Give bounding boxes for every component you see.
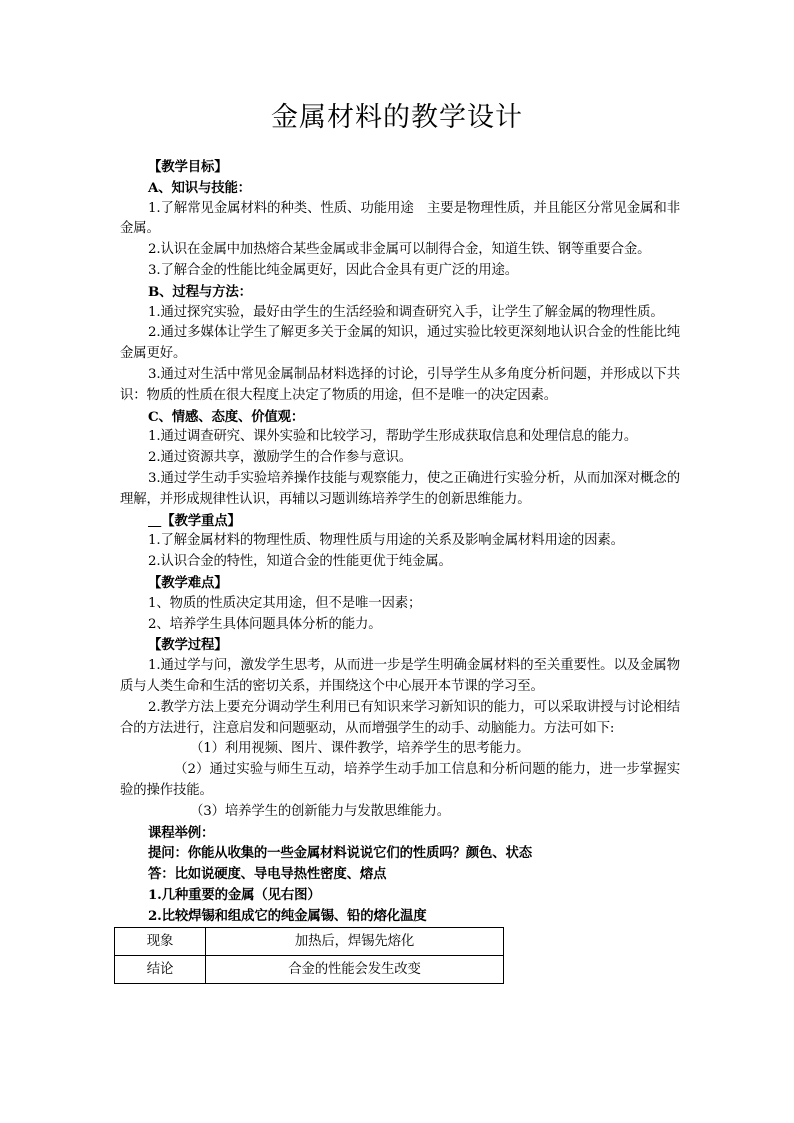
method-item: （2）通过实验与师生互动，培养学生动手加工信息和分析问题的能力，进一步掌握实验的操作技能。 <box>120 762 680 798</box>
row-value: 合金的性能会发生改变 <box>206 956 504 984</box>
paragraph: 1.通过学与问，激发学生思考，从而进一步是学生明确金属材料的至关重要性。以及金属物质与人类生命和生活的密切关系，并围绕这个中心展开本节课的学习至。 <box>120 658 680 694</box>
process-heading: 【教学过程】 <box>148 637 228 654</box>
paragraph: 2.认识合金的特性，知道合金的性能更优于纯金属。 <box>148 554 452 570</box>
paragraph: 1.通过探究实验，最好由学生的生活经验和调查研究入手，让学生了解金属的物理性质。 <box>148 304 664 320</box>
row-label: 现象 <box>115 928 206 956</box>
attitude-values-heading: C、情感、态度、价值观： <box>148 408 305 425</box>
key-points-label: 【教学重点】 <box>161 512 241 529</box>
difficulties-heading: 【教学难点】 <box>148 574 228 591</box>
process-methods-heading: B、过程与方法： <box>148 283 252 300</box>
paragraph: 2、培养学生具体问题具体分析的能力。 <box>148 616 382 632</box>
document-body <box>120 157 680 984</box>
underline-spacer <box>148 513 161 529</box>
paragraph: 1.了解常见金属材料的种类、性质、功能用途 主要是物理性质，并且能区分常见金属和非金属。 <box>120 200 680 237</box>
table-row <box>115 928 504 956</box>
paragraph: 1.通过调查研究、课外实验和比较学习，帮助学生形成获取信息和处理信息的能力。 <box>148 429 638 445</box>
paragraph: 3.通过对生活中常见金属制品材料选择的讨论，引导学生从多角度分析问题，并形成以下共识：物质的性质在很大程度上决定了物质的用途，但不是唯一的决定因素。 <box>120 366 680 403</box>
document-title: 金属材料的教学设计 <box>271 102 523 133</box>
row-label: 结论 <box>115 956 206 984</box>
question-text: 提问：你能从收集的一些金属材料说说它们的性质吗？颜色、状态 <box>148 845 532 862</box>
answer-text: 答：比如说硬度、导电导热性密度、熔点 <box>148 866 387 883</box>
paragraph: 2.教学方法上要充分调动学生利用已有知识来学习新知识的能力，可以采取讲授与讨论相结合的方法进行，注意启发和问题驱动，从而增强学生的动手、动脑能力。方法可如下: <box>120 699 680 736</box>
objectives-heading: 【教学目标】 <box>148 159 228 175</box>
paragraph: 1、物质的性质决定其用途，但不是唯一因素； <box>148 595 422 611</box>
key-points-heading <box>120 511 680 532</box>
method-item: （3）培养学生的创新能力与发散思维能力。 <box>190 803 450 819</box>
example-heading: 课程举例： <box>148 824 215 841</box>
experiment-table <box>114 927 504 984</box>
paragraph: 2.通过多媒体让学生了解更多关于金属的知识，通过实验比较更深刻地认识合金的性能比纯金属更好。 <box>120 325 680 362</box>
item-melting-comparison: 2.比较焊锡和组成它的纯金属锡、铅的熔化温度 <box>148 907 427 924</box>
paragraph: 2.认识在金属中加热熔合某些金属或非金属可以制得合金，知道生铁、钢等重要合金。 <box>148 242 651 258</box>
paragraph: 1.了解金属材料的物理性质、物理性质与用途的关系及影响金属材料用途的因素。 <box>148 533 624 549</box>
knowledge-skills-heading: A、知识与技能： <box>148 179 251 196</box>
method-item: （1）利用视频、图片、课件教学，培养学生的思考能力。 <box>190 741 530 757</box>
paragraph: 3.通过学生动手实验培养操作技能与观察能力，使之正确进行实验分析，从而加深对概念的理解，并形成规律性认识，再辅以习题训练培养学生的创新思维能力。 <box>120 470 680 507</box>
paragraph: 2.通过资源共享，激励学生的合作参与意识。 <box>148 450 413 466</box>
row-value: 加热后，焊锡先熔化 <box>206 928 504 956</box>
item-important-metals: 1.几种重要的金属（见右图） <box>148 886 321 903</box>
table-row <box>115 956 504 984</box>
paragraph: 3.了解合金的性能比纯金属更好，因此合金具有更广泛的用途。 <box>148 262 518 278</box>
